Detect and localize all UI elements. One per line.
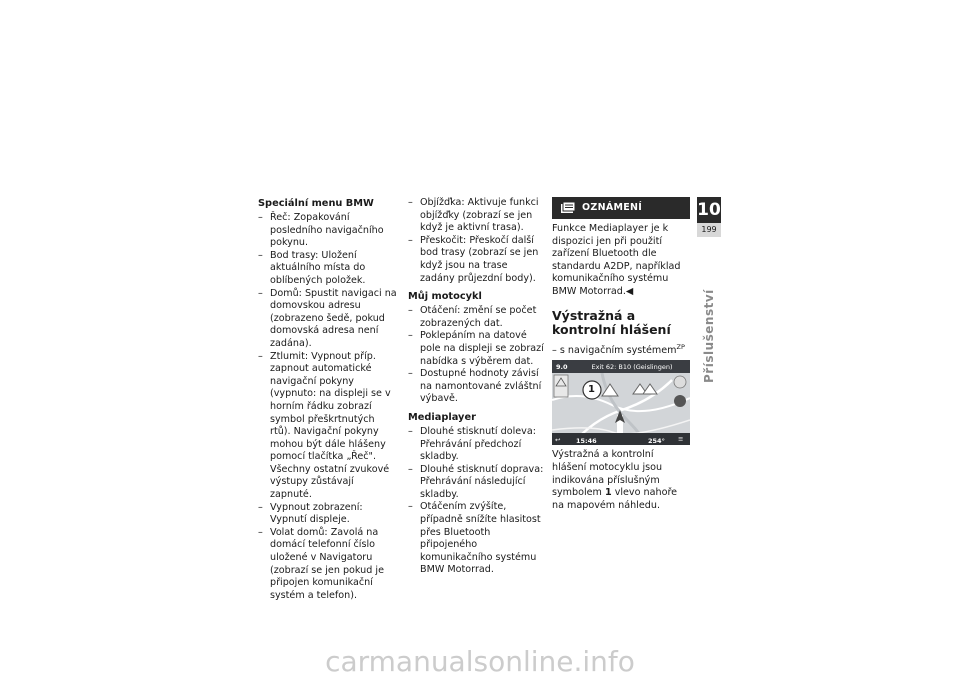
menu-list-continued [408,197,545,285]
list-item: – Objížďka: Aktivuje funkci objížďky (zobrazí se jen když je aktivní trasa). [408,197,545,235]
my-motorcycle-list [408,305,545,406]
caption-marker-ref: 1 [604,487,612,499]
menu-icon[interactable]: ≡ [678,435,684,444]
mediaplayer-list [408,426,545,577]
notice-text: Funkce Mediaplayer je k dispozici jen při použití zařízení Bluetooth dle standardu A2DP, například komunikačního systému BMW Motorrad.◀ [552,223,681,297]
column-1 [258,197,398,602]
map-caption [552,449,690,512]
watermark: carmanualsonline.info [325,645,635,678]
notice-header [552,197,690,219]
list-item: – Řeč: Zopakování posledního navigačního pokynu. [258,212,398,250]
column-3 [552,197,690,512]
section-title-bmw-menu: Speciální menu BMW [258,198,374,209]
list-item: – Otáčení: změní se počet zobrazených dat. [408,305,545,330]
chapter-tab [697,197,721,237]
list-item: – Ztlumit: Vypnout příp. zapnout automatické navigační pokyny (vypnuto: na displeji se v horním řádku zobrazí symbol přeškrtnutých rtů). Navigační pokyny mohou být dále hlášeny pomocí tlačítka „Řeč". Všechny ostatní zvukové výstupy zůstávají zapnuté. [258,351,398,502]
map-bottom-bar [552,433,690,445]
section-heading-warnings: Výstražná a kontrolní hlášení [552,307,671,337]
equipment-code: ZP [676,342,685,351]
time-readout: 15:46 [576,437,597,446]
notice-icon [560,202,576,214]
section-title-mediaplayer: Mediaplayer [408,411,476,423]
caption-text-end: vlevo nahoře na mapovém náhledu. [552,487,678,511]
list-item: – Dostupné hodnoty závisí na namontované zvláštní výbavě. [408,368,545,406]
chapter-number: 10 [697,197,721,223]
list-item: – Otáčením zvýšíte, případně snížíte hlasitost přes Bluetooth připojeného komunikačního systému BMW Motorrad. [408,501,545,577]
caption-text: Výstražná a kontrolní hlášení motocyklu jsou indikována příslušným symbolem [552,449,663,499]
list-item: – Poklepáním na datové pole na displeji se zobrazí nabídka s výběrem dat. [408,330,545,368]
section-title-my-motorcycle: Můj motocykl [408,291,482,303]
list-item: – Dlouhé stisknutí doleva: Přehrávání předchozí skladby. [408,426,545,464]
back-icon[interactable]: ↩ [555,436,561,445]
bmw-menu-list [258,212,398,602]
list-item: – Domů: Spustit navigaci na domovskou adresu (zobrazeno šedě, pokud domovská adresa není zadána). [258,288,398,351]
list-item: – Vypnout zobrazení: Vypnutí displeje. [258,502,398,527]
list-item: – Dlouhé stisknutí doprava: Přehrávání následující skladby. [408,464,545,502]
navigation-map-image [552,360,690,445]
marker-number: 1 [588,384,595,396]
chapter-title: Příslušenství [702,289,716,383]
exit-info: Exit 62: B10 (Geislingen) [591,362,673,371]
map-top-bar [552,360,690,373]
navigation-condition [552,341,690,358]
column-2 [408,197,545,577]
distance-readout: 9.0 [556,362,568,371]
condition-text: – s navigačním systémem [552,344,677,356]
notice-label: OZNÁMENÍ [582,201,643,213]
chapter-side-label [696,245,722,385]
list-item: – Přeskočit: Přeskočí další bod trasy (zobrazí se jen když jsou na trase zadány průjezdní body). [408,235,545,285]
list-item: – Bod trasy: Uložení aktuálního místa do oblíbených položek. [258,250,398,288]
heading-readout: 254° [648,437,665,446]
list-item: – Volat domů: Zavolá na domácí telefonní číslo uložené v Navigatoru (zobrazí se jen pokud je připojen komunikační systém a telefon). [258,527,398,603]
page-number: 199 [697,223,721,237]
